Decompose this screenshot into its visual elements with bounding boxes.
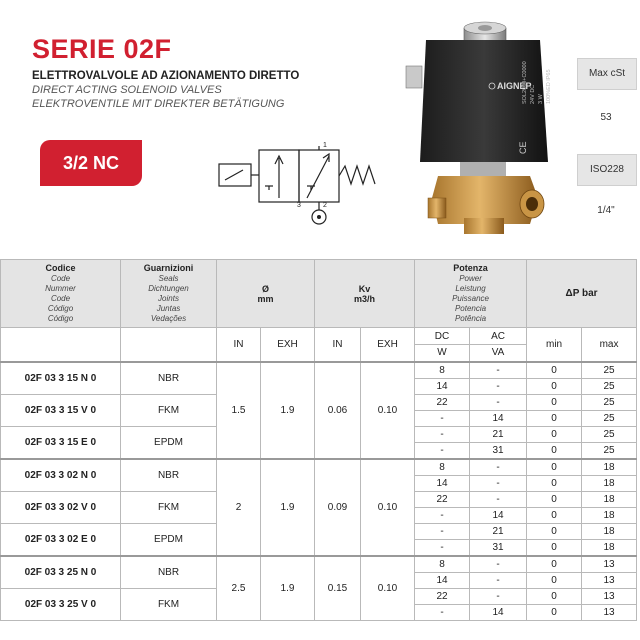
- header-seals-it: Guarnizioni: [143, 263, 194, 273]
- header-diameter: [217, 260, 315, 328]
- power-ac-va: -: [470, 491, 527, 507]
- power-dc-watt: -: [415, 604, 470, 620]
- subheader-diam-exh: EXH: [261, 328, 315, 362]
- header-kv-unit: m3/h: [354, 293, 376, 304]
- header-code-pt: Código: [47, 314, 74, 323]
- header-diameter-symbol: Ø: [262, 283, 270, 294]
- product-code[interactable]: 02F 03 3 15 N 0: [1, 362, 121, 395]
- pressure-max: 25: [582, 362, 637, 379]
- pressure-min: 0: [527, 491, 582, 507]
- pressure-min: 0: [527, 539, 582, 556]
- header-power-de: Leistung: [455, 284, 486, 293]
- header-power-es: Potencia: [454, 304, 487, 313]
- pressure-min: 0: [527, 426, 582, 442]
- subtitle-german: ELEKTROVENTILE MIT DIREKTER BETÄTIGUNG: [32, 98, 285, 110]
- solenoid-valve-image: [398, 12, 573, 237]
- pressure-max: 25: [582, 442, 637, 459]
- coil-spec-line-2: 24V DC: [530, 84, 536, 104]
- coil-brand: AIGNEP: [497, 81, 532, 91]
- power-ac-va: -: [470, 572, 527, 588]
- pressure-min: 0: [527, 588, 582, 604]
- power-ac-va: -: [470, 378, 527, 394]
- power-ac-va: 21: [470, 426, 527, 442]
- port-label-2: 2: [323, 202, 327, 209]
- power-dc-watt: 14: [415, 475, 470, 491]
- spec-thread-value: 1/4": [597, 205, 615, 216]
- kv-in: 0.06: [315, 362, 361, 459]
- subheader-diam-in: IN: [217, 328, 261, 362]
- diameter-exh: 1.9: [261, 459, 315, 556]
- power-dc-watt: -: [415, 523, 470, 539]
- header-diameter-unit: mm: [257, 293, 274, 304]
- spec-viscosity-label: Max cSt: [577, 58, 637, 90]
- header-seals-es: Juntas: [156, 304, 181, 313]
- header-seals-en: Seals: [158, 274, 179, 283]
- pressure-min: 0: [527, 362, 582, 379]
- subtitle-english: DIRECT ACTING SOLENOID VALVES: [32, 84, 222, 96]
- series-title: SERIE 02F: [32, 34, 172, 64]
- subheader-kv-exh: EXH: [361, 328, 415, 362]
- header-code-de: Nummer: [45, 284, 76, 293]
- power-dc-watt: -: [415, 507, 470, 523]
- seal-material: FKM: [121, 491, 217, 523]
- header-seals-de: Dichtungen: [148, 284, 189, 293]
- pressure-min: 0: [527, 556, 582, 573]
- header-code-en: Code: [50, 274, 71, 283]
- power-dc-watt: 22: [415, 491, 470, 507]
- power-ac-va: -: [470, 459, 527, 476]
- diameter-exh: 1.9: [261, 556, 315, 621]
- pressure-max: 18: [582, 475, 637, 491]
- diameter-exh: 1.9: [261, 362, 315, 459]
- product-code[interactable]: 02F 03 3 15 E 0: [1, 426, 121, 459]
- header-code: [1, 260, 121, 328]
- header-code-it: Codice: [45, 263, 76, 273]
- header-seals: [121, 260, 217, 328]
- power-ac-va: 31: [470, 539, 527, 556]
- product-code[interactable]: 02F 03 3 25 N 0: [1, 556, 121, 589]
- spec-viscosity-value: 53: [600, 112, 612, 123]
- table-row: [1, 556, 637, 573]
- pressure-min: 0: [527, 507, 582, 523]
- header-power-en: Power: [459, 274, 482, 283]
- function-badge: 3/2 NC: [40, 140, 142, 186]
- pressure-max: 18: [582, 523, 637, 539]
- power-ac-va: 31: [470, 442, 527, 459]
- header-pressure: ΔP bar: [527, 260, 637, 328]
- product-code[interactable]: 02F 03 3 02 E 0: [1, 523, 121, 556]
- power-ac-va: 14: [470, 604, 527, 620]
- seal-material: FKM: [121, 394, 217, 426]
- coil-spec-line-4: 100%ED IP65: [546, 69, 552, 104]
- power-ac-va: -: [470, 394, 527, 410]
- diameter-in: 1.5: [217, 362, 261, 459]
- pressure-min: 0: [527, 475, 582, 491]
- power-ac-va: -: [470, 475, 527, 491]
- seal-material: EPDM: [121, 426, 217, 459]
- product-code[interactable]: 02F 03 3 02 N 0: [1, 459, 121, 492]
- pressure-max: 13: [582, 572, 637, 588]
- pressure-max: 18: [582, 507, 637, 523]
- seal-material: NBR: [121, 556, 217, 589]
- subheader-kv-in: IN: [315, 328, 361, 362]
- subheader-dc: DC: [415, 328, 470, 345]
- power-dc-watt: -: [415, 442, 470, 459]
- header-blank-seals: [121, 328, 217, 362]
- power-ac-va: -: [470, 362, 527, 379]
- header-code-es: Código: [47, 304, 74, 313]
- table-body: [1, 362, 637, 621]
- pressure-max: 13: [582, 588, 637, 604]
- subtitle-italian: ELETTROVALVOLE AD AZIONAMENTO DIRETTO: [32, 70, 300, 82]
- coil-spec-line-1: SOL2000+C0000: [522, 61, 528, 104]
- spec-thread-label: ISO228: [577, 154, 637, 186]
- diameter-in: 2.5: [217, 556, 261, 621]
- kv-in: 0.15: [315, 556, 361, 621]
- valve-specification-table: [0, 259, 637, 621]
- subheader-ac: AC: [470, 328, 527, 345]
- product-code[interactable]: 02F 03 3 15 V 0: [1, 394, 121, 426]
- kv-in: 0.09: [315, 459, 361, 556]
- ce-mark: CE: [518, 141, 528, 154]
- pressure-min: 0: [527, 442, 582, 459]
- pressure-min: 0: [527, 394, 582, 410]
- subheader-max: max: [582, 328, 637, 362]
- header-seals-fr: Joints: [158, 294, 179, 303]
- port-label-3: 3: [297, 202, 301, 209]
- table-row: [1, 362, 637, 379]
- pressure-min: 0: [527, 378, 582, 394]
- power-dc-watt: 14: [415, 572, 470, 588]
- valve-schematic-symbol: [215, 138, 385, 233]
- header-kv: [315, 260, 415, 328]
- power-ac-va: 21: [470, 523, 527, 539]
- pressure-max: 18: [582, 539, 637, 556]
- header-power: [415, 260, 527, 328]
- power-dc-watt: 22: [415, 394, 470, 410]
- kv-exh: 0.10: [361, 459, 415, 556]
- header-power-fr: Puissance: [452, 294, 489, 303]
- pressure-min: 0: [527, 604, 582, 620]
- power-dc-watt: -: [415, 539, 470, 556]
- pressure-max: 13: [582, 604, 637, 620]
- power-dc-watt: 14: [415, 378, 470, 394]
- pressure-max: 25: [582, 394, 637, 410]
- power-ac-va: -: [470, 588, 527, 604]
- subheader-min: min: [527, 328, 582, 362]
- header-blank-code: [1, 328, 121, 362]
- pressure-max: 18: [582, 459, 637, 476]
- seal-material: NBR: [121, 362, 217, 395]
- pressure-min: 0: [527, 572, 582, 588]
- seal-material: FKM: [121, 588, 217, 620]
- pressure-max: 18: [582, 491, 637, 507]
- pressure-min: 0: [527, 410, 582, 426]
- power-dc-watt: 8: [415, 459, 470, 476]
- table-row: [1, 459, 637, 476]
- header-power-pt: Potência: [454, 314, 487, 323]
- subheader-va: VA: [470, 345, 527, 362]
- seal-material: EPDM: [121, 523, 217, 556]
- kv-exh: 0.10: [361, 362, 415, 459]
- header-power-it: Potenza: [453, 263, 488, 273]
- power-dc-watt: -: [415, 410, 470, 426]
- port-label-1: 1: [323, 142, 327, 149]
- pressure-max: 25: [582, 410, 637, 426]
- product-code[interactable]: 02F 03 3 02 V 0: [1, 491, 121, 523]
- pressure-max: 25: [582, 426, 637, 442]
- header-seals-pt: Vedações: [150, 314, 187, 323]
- kv-exh: 0.10: [361, 556, 415, 621]
- power-dc-watt: -: [415, 426, 470, 442]
- header-code-fr: Code: [50, 294, 71, 303]
- subheader-watt: W: [415, 345, 470, 362]
- power-ac-va: -: [470, 556, 527, 573]
- power-dc-watt: 22: [415, 588, 470, 604]
- pressure-min: 0: [527, 459, 582, 476]
- power-dc-watt: 8: [415, 556, 470, 573]
- diameter-in: 2: [217, 459, 261, 556]
- header-kv-label: Kv: [358, 283, 371, 294]
- power-dc-watt: 8: [415, 362, 470, 379]
- power-ac-va: 14: [470, 507, 527, 523]
- seal-material: NBR: [121, 459, 217, 492]
- pressure-max: 25: [582, 378, 637, 394]
- product-code[interactable]: 02F 03 3 25 V 0: [1, 588, 121, 620]
- coil-spec-line-3: 3 W: [538, 94, 544, 104]
- pressure-max: 13: [582, 556, 637, 573]
- power-ac-va: 14: [470, 410, 527, 426]
- pressure-min: 0: [527, 523, 582, 539]
